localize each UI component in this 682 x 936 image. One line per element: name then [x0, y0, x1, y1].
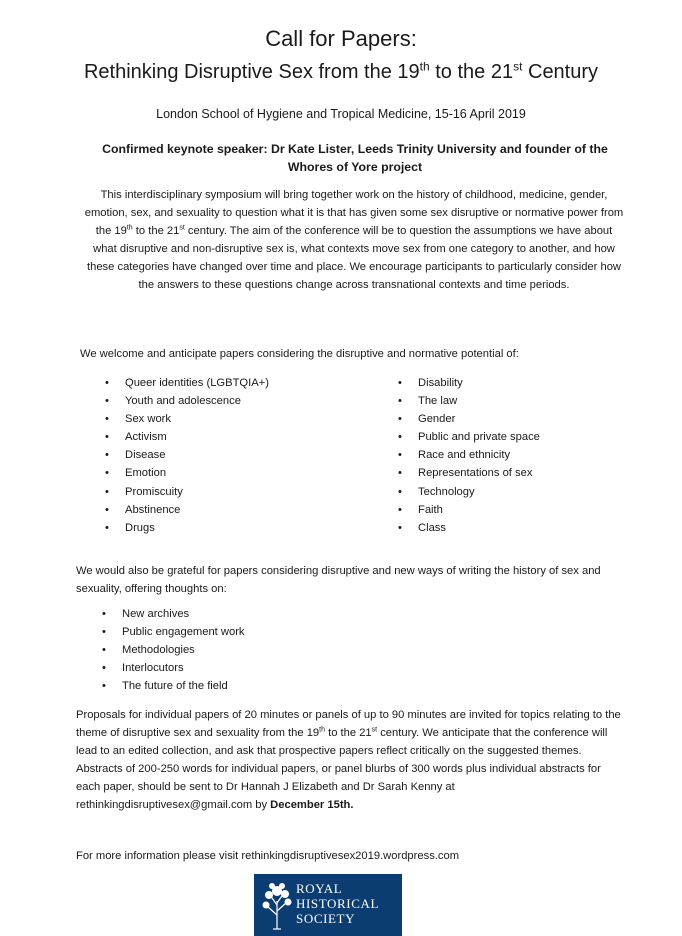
welcome-statement: We welcome and anticipate papers considering the disruptive and normative potential of:: [80, 348, 519, 360]
intro-text-3: century. The aim of the conference will be to question the assumptions we have about what disruptive and non-disruptive sex is, what contexts move sex from one category to another, and how these categories have changed over time and place. We encourage participants to particularly consider how the answers to these questions change across transnational contexts and time periods.: [87, 225, 621, 291]
venue-and-date: London School of Hygiene and Tropical Medicine, 15-16 April 2019: [156, 107, 526, 121]
intro-text-2: to the 21: [132, 225, 180, 237]
proposals-sup-th: th: [319, 726, 325, 734]
proposals-text-1: Proposals for individual papers of 20 minutes or panels of up to 90 minutes are invited for topics relating to the theme of disruptive sex and sexuality from the 19: [76, 709, 621, 739]
keynote-speaker: Confirmed keynote speaker: Dr Kate Lister, Leeds Trinity University and founder of the Whores of Yore project: [102, 142, 608, 174]
subtitle-sup-st: st: [513, 59, 523, 74]
intro-sup-st: st: [179, 224, 185, 232]
list-item: • Public engagement work: [102, 623, 245, 641]
page-title: Call for Papers:: [265, 26, 417, 51]
intro-paragraph: [84, 186, 624, 294]
tree-icon: [260, 879, 294, 931]
list-item: • Technology: [398, 483, 540, 501]
list-item: • The law: [398, 392, 540, 410]
subtitle-middle: to the 21: [429, 61, 514, 83]
royal-historical-society-logo: [254, 874, 402, 936]
list-item: • Race and ethnicity: [398, 446, 540, 464]
subtitle-prefix: Rethinking Disruptive Sex from the 19: [83, 61, 420, 83]
logo-text: [296, 881, 379, 926]
logo-line-historical: HISTORICAL: [296, 896, 380, 911]
deadline: December 15th.: [270, 799, 354, 811]
list-item: • Promiscuity: [105, 483, 269, 501]
logo-line-royal: ROYAL: [296, 881, 343, 896]
proposals-sup-st: st: [371, 726, 378, 734]
proposals-text-2: to the 21: [325, 727, 372, 739]
proposals-text-3: century. We anticipate that the conference will lead to an edited collection, and ask that prospective papers reflect critically on the suggested themes. Abstracts of 200-250 words for individual papers, or panel blurbs of 300 words plus individual abstracts for each paper, should be sent to Dr Hannah J Elizabeth and Dr Sarah Kenny at rethinkingdisruptivesex@gmail.com by: [76, 727, 608, 811]
writing-topics-list: [102, 605, 245, 695]
proposals-paragraph: [76, 706, 626, 814]
list-item: • Sex work: [105, 410, 269, 428]
list-item: • Disease: [105, 446, 269, 464]
list-item: • Gender: [398, 410, 540, 428]
list-item: • Representations of sex: [398, 464, 540, 482]
subtitle-suffix: Century: [522, 61, 599, 83]
writing-history-paragraph: We would also be grateful for papers considering disruptive and new ways of writing the history of sex and sexuality, offering thoughts on:: [76, 565, 601, 595]
list-item: • Disability: [398, 374, 540, 392]
logo-line-society: SOCIETY: [296, 911, 356, 926]
list-item: • New archives: [102, 605, 245, 623]
list-item: • Methodologies: [102, 641, 245, 659]
more-info-link-text: For more information please visit rethinkingdisruptivesex2019.wordpress.com: [76, 850, 460, 862]
intro-sup-th: th: [126, 224, 133, 232]
list-item: • Faith: [398, 501, 540, 519]
intro-text-1: This interdisciplinary symposium will bring together work on the history of childhood, medicine, gender, emotion, sex, and sexuality to question what it is that has given some sex disruptive or normative power from the 19: [84, 189, 624, 237]
subtitle-sup-th: th: [419, 59, 430, 74]
list-item: • Public and private space: [398, 428, 540, 446]
list-item: • Drugs: [105, 519, 269, 537]
list-item: • Activism: [105, 428, 269, 446]
list-item: • Youth and adolescence: [105, 392, 269, 410]
page-subtitle: [0, 58, 682, 86]
list-item: • Class: [398, 519, 540, 537]
list-item: • The future of the field: [102, 677, 245, 695]
list-item: • Abstinence: [105, 501, 269, 519]
list-item: • Emotion: [105, 464, 269, 482]
list-item: • Queer identities (LGBTQIA+): [105, 374, 269, 392]
list-item: • Interlocutors: [102, 659, 245, 677]
topics-list-left: [105, 374, 269, 537]
topics-list-right: [398, 374, 540, 537]
